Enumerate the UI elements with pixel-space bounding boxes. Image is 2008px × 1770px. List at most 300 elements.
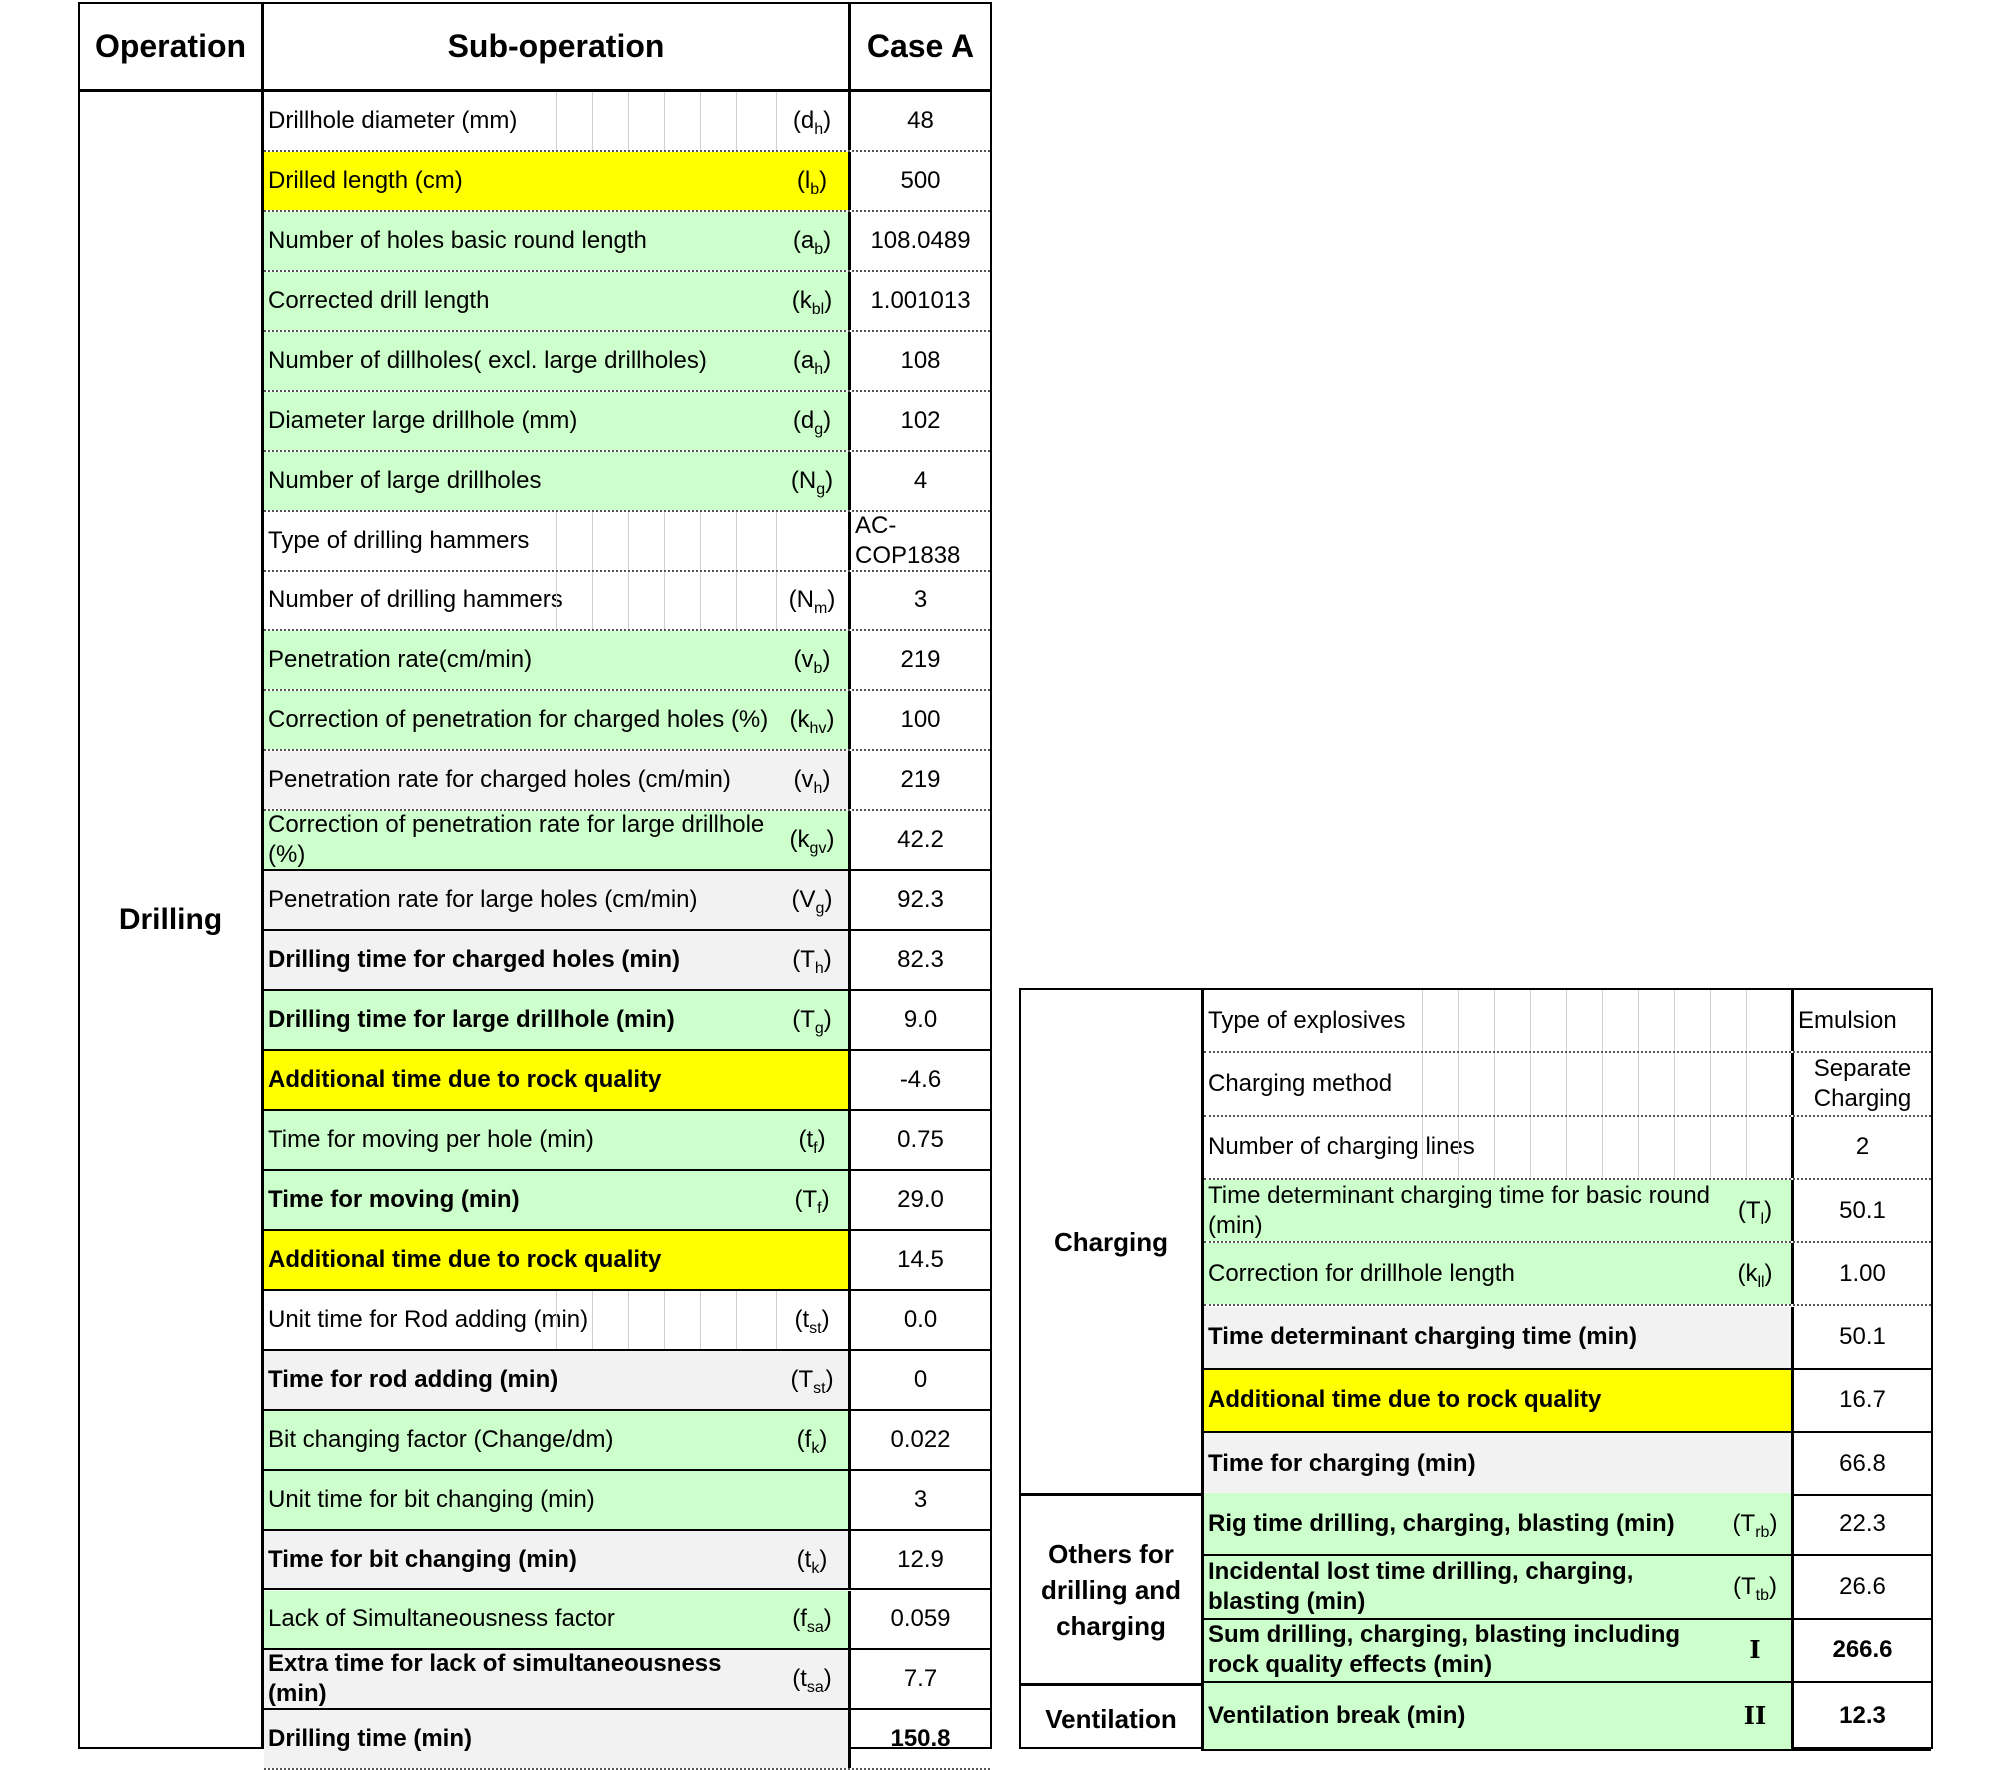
sub-operation-label: Diameter large drillhole (mm) xyxy=(268,406,578,434)
symbol-letter: T xyxy=(798,1365,814,1393)
sub-operation-cell xyxy=(264,691,851,749)
sub-operation-label: Extra time for lack of simultaneousness (min) xyxy=(268,1650,722,1708)
symbol: $(t_f)$ xyxy=(798,1125,826,1157)
sub-operation-label: Time for charging (min) xyxy=(1208,1449,1476,1477)
sub-operation-label: Additional time due to rock quality xyxy=(268,1066,662,1093)
grid-line xyxy=(592,92,593,150)
case-a-value: 14.5 xyxy=(897,1245,944,1273)
symbol-subscript: h xyxy=(814,360,824,378)
symbol: $(f_k)$ xyxy=(796,1425,828,1457)
case-a-value: 50.1 xyxy=(1839,1196,1886,1224)
symbol-letter: d xyxy=(800,106,815,134)
sub-operation-label: Time for bit changing (min) xyxy=(268,1545,577,1573)
sub-operation-cell xyxy=(264,332,851,390)
symbol-letter: II xyxy=(1743,1700,1767,1730)
sub-operation-cell xyxy=(264,931,851,989)
symbol-letter: N xyxy=(798,466,817,494)
symbol: $(t_k)$ xyxy=(796,1545,828,1577)
symbol: $(k_{bl})$ xyxy=(791,286,833,318)
grid-line xyxy=(700,92,701,150)
case-a-value: 42.2 xyxy=(897,826,944,854)
grid-line xyxy=(1674,1053,1675,1114)
sub-operation-label: Type of drilling hammers xyxy=(268,526,530,554)
charging-table xyxy=(1019,988,1933,1749)
table-row xyxy=(264,1111,990,1171)
table-row xyxy=(264,691,990,751)
symbol-letter: t xyxy=(802,1305,810,1333)
symbol-subscript: g xyxy=(816,480,826,498)
case-a-value: 108.0489 xyxy=(870,226,971,254)
case-a-value: 0 xyxy=(913,1365,928,1393)
grid-line xyxy=(556,1291,557,1349)
symbol: $(d_h)$ xyxy=(792,106,832,138)
case-a-value: 102 xyxy=(900,406,941,434)
case-a-value: 22.3 xyxy=(1839,1509,1886,1537)
sub-operation-cell xyxy=(264,1471,851,1529)
symbol-letter: T xyxy=(802,1185,818,1213)
table-row xyxy=(264,1231,990,1291)
table-row xyxy=(1204,1683,1931,1751)
symbol-letter: f xyxy=(804,1425,812,1453)
symbol-letter: T xyxy=(1740,1509,1756,1537)
table-row xyxy=(1204,1370,1931,1433)
table-row xyxy=(1204,1493,1931,1556)
case-a-value: 29.0 xyxy=(897,1185,944,1213)
symbol-letter: v xyxy=(801,766,814,794)
symbol: $(a_h)$ xyxy=(792,346,832,378)
symbol-subscript: g xyxy=(814,1019,824,1037)
symbol-letter: k xyxy=(797,706,810,734)
grid-line xyxy=(736,92,737,150)
case-a-value: 48 xyxy=(907,106,934,134)
sub-operation-label: Drilling time (min) xyxy=(268,1725,472,1753)
table-row xyxy=(1204,990,1931,1053)
case-a-value: 12.3 xyxy=(1839,1702,1886,1729)
symbol: $(d_g)$ xyxy=(792,406,832,438)
sub-operation-cell xyxy=(1204,1493,1794,1554)
symbol: $(k_{gv})$ xyxy=(789,826,835,858)
grid-line xyxy=(664,572,665,630)
symbol-subscript: hv xyxy=(809,720,827,738)
header-operation: Operation xyxy=(80,4,264,92)
sub-operation-cell xyxy=(264,1531,851,1589)
symbol-subscript: l xyxy=(1760,1210,1765,1228)
table-row xyxy=(264,1471,990,1531)
table-row xyxy=(264,392,990,452)
symbol-subscript: st xyxy=(809,1319,822,1337)
table-row xyxy=(264,751,990,811)
sub-operation-label: Time for rod adding (min) xyxy=(268,1365,559,1393)
symbol xyxy=(1719,1701,1791,1732)
sub-operation-cell xyxy=(264,991,851,1049)
case-a-value: 0.022 xyxy=(890,1425,951,1453)
grid-line xyxy=(592,1291,593,1349)
symbol-letter: I xyxy=(1749,1634,1761,1664)
case-a-value: 219 xyxy=(900,646,941,674)
symbol: $(v_h)$ xyxy=(793,766,831,798)
table-row xyxy=(264,1531,990,1591)
case-a-value: 4 xyxy=(913,466,928,494)
sub-operation-label: Correction for drillhole length xyxy=(1208,1259,1515,1287)
symbol-subscript: rb xyxy=(1755,1523,1770,1541)
case-a-value: Separate Charging xyxy=(1813,1054,1912,1112)
symbol-subscript: f xyxy=(813,1139,818,1157)
sub-operation-cell xyxy=(1204,990,1794,1051)
symbol-subscript: h xyxy=(814,959,824,977)
sub-operation-label: Penetration rate for large holes (cm/min) xyxy=(268,886,698,914)
case-a-value: 0.059 xyxy=(890,1605,951,1633)
grid-line xyxy=(592,512,593,570)
symbol-subscript: k xyxy=(811,1559,820,1577)
symbol: $(T_{st})$ xyxy=(790,1365,834,1397)
grid-line xyxy=(556,92,557,150)
symbol-letter: d xyxy=(800,406,815,434)
symbol: $(T_g)$ xyxy=(792,1006,832,1037)
symbol-subscript: sa xyxy=(806,1619,824,1637)
symbol-letter: a xyxy=(800,346,815,374)
sub-operation-cell xyxy=(1204,1053,1794,1114)
operation-charging: Charging xyxy=(1021,990,1204,1493)
grid-line xyxy=(1746,1117,1747,1178)
sub-operation-cell xyxy=(264,811,851,869)
grid-line xyxy=(556,512,557,570)
sub-operation-cell xyxy=(1204,1683,1794,1749)
sub-operation-label: Correction of penetration rate for large drillhole (%) xyxy=(268,811,765,869)
table-row xyxy=(264,572,990,632)
grid-line xyxy=(628,512,629,570)
case-a-value: 92.3 xyxy=(897,886,944,914)
sub-operation-label: Time determinant charging time for basic round (min) xyxy=(1208,1181,1711,1239)
case-a-value: 82.3 xyxy=(897,946,944,974)
symbol: $(k_{ll})$ xyxy=(1737,1259,1773,1291)
table-row xyxy=(264,1291,990,1351)
sub-operation-cell xyxy=(264,1411,851,1469)
symbol: $(V_g)$ xyxy=(791,886,833,917)
grid-line xyxy=(1494,1117,1495,1178)
grid-line xyxy=(1458,990,1459,1051)
grid-line xyxy=(1422,1053,1423,1114)
grid-line xyxy=(1422,990,1423,1051)
sub-operation-label: Time for moving per hole (min) xyxy=(268,1125,594,1153)
symbol-subscript: tb xyxy=(1755,1586,1769,1604)
case-a-value: AC-COP1838 xyxy=(855,511,961,569)
sub-operation-label: Drilling time for large drillhole (min) xyxy=(268,1006,675,1034)
grid-line xyxy=(700,572,701,630)
sub-operation-label: Number of holes basic round length xyxy=(268,226,647,254)
grid-line xyxy=(556,572,557,630)
grid-line xyxy=(1710,990,1711,1051)
grid-line xyxy=(1638,1117,1639,1178)
sub-operation-label: Time determinant charging time (min) xyxy=(1208,1323,1637,1351)
table-row xyxy=(264,272,990,332)
case-a-value: 1.00 xyxy=(1839,1259,1886,1287)
table-row xyxy=(264,1051,990,1111)
sub-operation-cell xyxy=(1204,1180,1794,1241)
grid-line xyxy=(1674,1117,1675,1178)
sub-operation-cell xyxy=(1204,1370,1794,1431)
table-row xyxy=(264,1591,990,1651)
symbol: $(T_{tb})$ xyxy=(1732,1572,1777,1604)
grid-line xyxy=(776,1291,777,1349)
symbol-letter: v xyxy=(801,646,814,674)
sub-operation-label: Drilling time for charged holes (min) xyxy=(268,946,681,974)
symbol: $(v_b)$ xyxy=(793,646,831,678)
sub-operation-cell xyxy=(264,1231,851,1289)
sub-operation-label: Additional time due to rock quality xyxy=(268,1245,662,1273)
symbol-letter: V xyxy=(799,886,816,914)
sub-operation-cell xyxy=(264,452,851,510)
table-row xyxy=(264,92,990,152)
symbol-letter: a xyxy=(800,226,815,254)
case-a-value: 500 xyxy=(900,166,941,194)
symbol-subscript: b xyxy=(813,660,823,678)
grid-line xyxy=(664,92,665,150)
symbol-subscript: f xyxy=(817,1199,822,1217)
symbol-letter: T xyxy=(1745,1196,1761,1224)
header-sub-operation: Sub-operation xyxy=(264,4,851,92)
operation-others: Others for drilling and charging xyxy=(1021,1493,1204,1683)
grid-line xyxy=(1746,1053,1747,1114)
header-case-a: Case A xyxy=(851,4,990,92)
sub-operation-cell xyxy=(264,1291,851,1349)
grid-line xyxy=(1674,990,1675,1051)
sub-operation-cell xyxy=(1204,1307,1794,1368)
grid-line xyxy=(1422,1117,1423,1178)
case-a-value: 266.6 xyxy=(1832,1636,1893,1664)
operation-drilling: Drilling xyxy=(80,92,264,1747)
grid-line xyxy=(1602,990,1603,1051)
sub-operation-cell xyxy=(264,92,851,150)
case-a-value: 66.8 xyxy=(1839,1449,1886,1477)
grid-line xyxy=(1710,1117,1711,1178)
grid-line xyxy=(1710,1053,1711,1114)
table-row xyxy=(1204,1117,1931,1180)
grid-line xyxy=(776,572,777,630)
sub-operation-cell xyxy=(1204,1117,1794,1178)
sub-operation-label: Correction of penetration for charged holes (%) xyxy=(268,706,769,734)
sub-operation-label: Number of dillholes( excl. large drillholes) xyxy=(268,346,707,374)
sub-operation-label: Penetration rate for charged holes (cm/min) xyxy=(268,766,731,794)
grid-line xyxy=(1458,1117,1459,1178)
table-row xyxy=(264,512,990,572)
case-a-value: 3 xyxy=(913,586,928,614)
symbol: $(f_{sa})$ xyxy=(792,1605,832,1637)
symbol-letter: t xyxy=(804,1545,812,1573)
table-row xyxy=(264,452,990,512)
case-a-value: 16.7 xyxy=(1839,1386,1886,1414)
table-row xyxy=(264,1351,990,1411)
sub-operation-cell xyxy=(264,392,851,450)
grid-line xyxy=(736,572,737,630)
symbol-letter: l xyxy=(804,166,811,194)
drilling-table xyxy=(78,2,992,1753)
sub-operation-cell xyxy=(264,1351,851,1409)
sub-operation-label: Penetration rate(cm/min) xyxy=(268,646,533,674)
symbol: $(T_h)$ xyxy=(792,946,832,977)
table-row xyxy=(1204,1053,1931,1116)
symbol-letter: k xyxy=(1745,1259,1758,1287)
sub-operation-label: Corrected drill length xyxy=(268,286,490,314)
grid-line xyxy=(1566,1053,1567,1114)
grid-line xyxy=(1530,1117,1531,1178)
symbol xyxy=(1719,1635,1791,1666)
symbol-subscript: sa xyxy=(806,1679,824,1697)
case-a-value: 0.0 xyxy=(903,1305,938,1333)
table-row xyxy=(264,1171,990,1231)
symbol-subscript: b xyxy=(810,180,820,198)
sub-operation-cell xyxy=(264,152,851,210)
symbol: $(T_l)$ xyxy=(1737,1196,1773,1228)
operation-ventilation: Ventilation xyxy=(1021,1683,1204,1751)
table-row xyxy=(264,631,990,691)
grid-line xyxy=(628,1291,629,1349)
grid-line xyxy=(736,1291,737,1349)
sub-operation-cell xyxy=(264,631,851,689)
symbol: $(t_{st})$ xyxy=(794,1305,830,1337)
symbol-letter: T xyxy=(1740,1572,1756,1600)
table-row xyxy=(264,152,990,212)
symbol: $(k_{hv})$ xyxy=(789,706,835,738)
symbol-letter: k xyxy=(799,286,812,314)
sub-operation-cell xyxy=(264,1051,851,1109)
sub-operation-cell xyxy=(264,871,851,929)
sub-operation-cell xyxy=(264,512,851,570)
grid-line xyxy=(628,92,629,150)
table-row xyxy=(264,1710,990,1770)
sub-operation-cell xyxy=(264,1591,851,1649)
sub-operation-cell xyxy=(1204,1433,1794,1494)
case-a-value: 150.8 xyxy=(890,1725,951,1753)
grid-line xyxy=(776,512,777,570)
table-row xyxy=(264,1411,990,1471)
sub-operation-label: Type of explosives xyxy=(1208,1006,1406,1034)
case-a-value: 12.9 xyxy=(897,1545,944,1573)
table-row xyxy=(264,212,990,272)
grid-line xyxy=(1602,1053,1603,1114)
table-row xyxy=(264,871,990,931)
sub-operation-cell xyxy=(1204,1556,1794,1617)
symbol-subscript: gv xyxy=(809,840,827,858)
grid-line xyxy=(1494,990,1495,1051)
symbol-letter: T xyxy=(800,1006,815,1034)
sub-operation-label: Rig time drilling, charging, blasting (min) xyxy=(1208,1509,1675,1537)
sub-operation-cell xyxy=(264,1710,851,1768)
table-row xyxy=(1204,1556,1931,1619)
symbol-letter: t xyxy=(806,1125,814,1153)
sub-operation-label: Time for moving (min) xyxy=(268,1185,520,1213)
sub-operation-cell xyxy=(1204,1243,1794,1304)
sub-operation-cell xyxy=(264,212,851,270)
symbol: $(N_m)$ xyxy=(788,586,836,618)
symbol-subscript: bl xyxy=(811,300,825,318)
symbol-subscript: g xyxy=(815,899,825,917)
symbol: $(l_b)$ xyxy=(796,166,828,198)
symbol-letter: t xyxy=(800,1665,807,1693)
grid-line xyxy=(700,512,701,570)
grid-line xyxy=(1638,990,1639,1051)
grid-line xyxy=(664,512,665,570)
sub-operation-cell xyxy=(264,1650,851,1708)
sub-operation-cell xyxy=(264,751,851,809)
case-a-value: 108 xyxy=(900,346,941,374)
sub-operation-label: Drillhole diameter (mm) xyxy=(268,106,518,134)
symbol-subscript: k xyxy=(811,1439,820,1457)
sub-operation-label: Incidental lost time drilling, charging, blasting (min) xyxy=(1208,1557,1634,1615)
grid-line xyxy=(1494,1053,1495,1114)
sub-operation-label: Drilled length (cm) xyxy=(268,166,463,194)
grid-line xyxy=(1746,990,1747,1051)
sub-operation-cell xyxy=(264,1111,851,1169)
table-row xyxy=(264,991,990,1051)
sub-operation-cell xyxy=(264,1171,851,1229)
grid-line xyxy=(1530,990,1531,1051)
sub-operation-label: Number of drilling hammers xyxy=(268,586,563,614)
case-a-value: -4.6 xyxy=(899,1066,942,1093)
table-row xyxy=(264,332,990,392)
symbol: $(a_b)$ xyxy=(792,226,832,258)
sub-operation-label: Unit time for Rod adding (min) xyxy=(268,1305,589,1333)
symbol-subscript: m xyxy=(814,600,828,618)
grid-line xyxy=(1530,1053,1531,1114)
sub-operation-label: Bit changing factor (Change/dm) xyxy=(268,1425,614,1453)
table-row xyxy=(264,1650,990,1710)
table-row xyxy=(1204,1620,1931,1683)
sub-operation-label: Number of large drillholes xyxy=(268,466,542,494)
grid-line xyxy=(736,512,737,570)
symbol-subscript: b xyxy=(814,240,824,258)
symbol-letter: f xyxy=(800,1605,807,1633)
symbol-subscript: st xyxy=(813,1379,826,1397)
symbol-subscript: g xyxy=(814,420,824,438)
sub-operation-cell xyxy=(264,572,851,630)
table-row xyxy=(1204,1433,1931,1496)
grid-line xyxy=(1458,1053,1459,1114)
case-a-value: 26.6 xyxy=(1839,1572,1886,1600)
table-row xyxy=(1204,1180,1931,1243)
case-a-value: 2 xyxy=(1855,1133,1870,1161)
grid-line xyxy=(1602,1117,1603,1178)
case-a-value: 0.75 xyxy=(897,1125,944,1153)
case-a-value: 1.001013 xyxy=(870,286,971,314)
grid-line xyxy=(592,572,593,630)
grid-line xyxy=(664,1291,665,1349)
symbol-letter: k xyxy=(797,826,810,854)
case-a-value: 219 xyxy=(900,766,941,794)
case-a-value: 9.0 xyxy=(903,1006,938,1034)
case-a-value: 50.1 xyxy=(1839,1323,1886,1351)
symbol-subscript: ll xyxy=(1757,1273,1765,1291)
grid-line xyxy=(776,92,777,150)
grid-line xyxy=(1566,990,1567,1051)
sub-operation-label: Lack of Simultaneousness factor xyxy=(268,1605,615,1633)
table-row xyxy=(264,811,990,871)
table-row xyxy=(1204,1243,1931,1306)
symbol: $(T_{rb})$ xyxy=(1732,1509,1778,1541)
symbol-subscript: h xyxy=(814,120,824,138)
case-a-value: Emulsion xyxy=(1798,1006,1897,1034)
symbol: $(t_{sa})$ xyxy=(792,1665,832,1697)
sub-operation-label: Additional time due to rock quality xyxy=(1208,1386,1602,1414)
grid-line xyxy=(700,1291,701,1349)
grid-line xyxy=(1638,1053,1639,1114)
grid-line xyxy=(1566,1117,1567,1178)
sub-operation-label: Sum drilling, charging, blasting including rock quality effects (min) xyxy=(1208,1621,1681,1679)
case-a-value: 100 xyxy=(900,706,941,734)
grid-line xyxy=(628,572,629,630)
symbol: $(N_g)$ xyxy=(790,466,834,498)
sub-operation-cell xyxy=(1204,1620,1794,1681)
sub-operation-label: Number of charging lines xyxy=(1208,1133,1475,1161)
